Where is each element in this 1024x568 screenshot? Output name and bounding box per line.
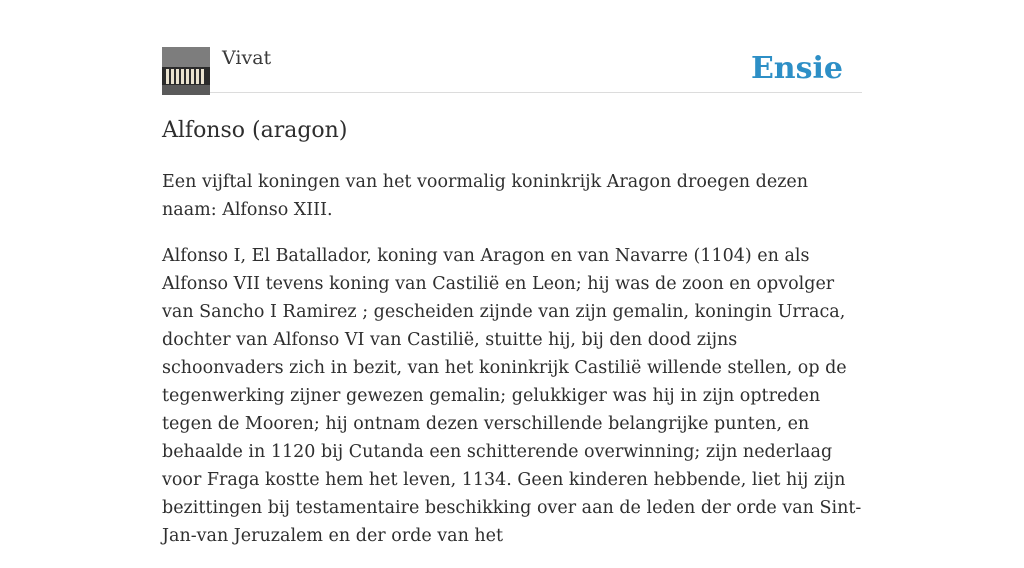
paragraph: Een vijftal koningen van het voormalig koninkrijk Aragon droegen dezen naam: Alfonso XIII. [162,172,809,220]
brand-logo[interactable]: Ensie [750,51,843,86]
article-body [162,168,862,568]
paragraph: Alfonso I, El Batallador, koning van Aragon en van Navarre (1104) en als Alfonso VII tevens koning van Castilië en Leon; hij was de zoon en opvolger van Sancho I Ramirez ; gescheiden zijnde van zijn gemalin, koningin Urraca, dochter van Alfonso VI van Castilië, stuitte hij, bij den dood zijns schoonvaders zich in bezit, van het koninkrijk Castilië willende stellen, op de tegenwerking zijner gewezen gemalin; gelukkiger was hij in zijn optreden tegen de Mooren; hij ontnam dezen verschillende belangrijke punten, en behaalde in 1120 bij Cutanda een schitterende overwinning; zijn nederlaag voor Fraga kostte hem het leven, 1134. Geen kinderen hebbende, liet hij zijn bezittingen bij testamentaire beschikking over aan de leden der orde van Sint-Jan-van Jeruzalem en der orde van het [162,246,862,546]
header [162,46,862,93]
page-title: Alfonso (aragon) [162,118,348,143]
author-name[interactable]: Vivat [222,47,272,69]
avatar[interactable] [162,47,210,95]
bookshelf-icon [162,47,210,95]
